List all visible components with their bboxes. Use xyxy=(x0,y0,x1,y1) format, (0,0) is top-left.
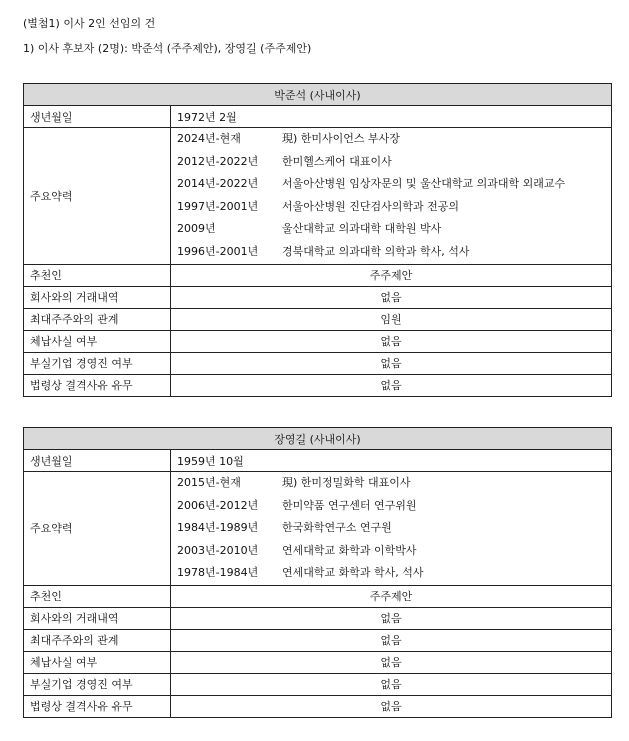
career-desc: 서울아산병원 진단검사의학과 전공의 xyxy=(282,199,460,213)
candidate-2-transactions: 없음 xyxy=(171,607,612,629)
candidate-1-tax: 없음 xyxy=(171,330,612,352)
career-period: 1997년-2001년 xyxy=(177,199,259,213)
career-period: 2014년-2022년 xyxy=(177,177,259,191)
career-period: 1984년-1989년 xyxy=(177,521,259,535)
candidate-2-recommender: 주주제안 xyxy=(171,585,612,607)
career-period: 2003년-2010년 xyxy=(177,543,259,557)
disqualification-label: 법령상 결격사유 유무 xyxy=(24,374,171,396)
career-desc: 한미약품 연구센터 연구위원 xyxy=(282,498,417,512)
candidate-1-relation: 임원 xyxy=(171,308,612,330)
candidate-2-relation: 없음 xyxy=(171,629,612,651)
career-entry xyxy=(171,517,611,540)
career-label: 주요약력 xyxy=(24,472,171,586)
candidate-2-table xyxy=(23,427,612,718)
relation-label: 최대주주와의 관계 xyxy=(24,308,171,330)
career-desc: 울산대학교 의과대학 대학원 박사 xyxy=(282,222,442,236)
recommender-label: 추천인 xyxy=(24,585,171,607)
candidate-1-transactions: 없음 xyxy=(171,286,612,308)
birth-label: 생년월일 xyxy=(24,450,171,472)
career-entry xyxy=(171,472,611,495)
career-entry xyxy=(171,241,611,264)
attachment-title: (별첨1) 이사 2인 선임의 건 xyxy=(23,17,156,30)
career-period: 2006년-2012년 xyxy=(177,498,259,512)
career-entry xyxy=(171,151,611,174)
candidate-1-disqualification: 없음 xyxy=(171,374,612,396)
career-desc: 한국화학연구소 연구원 xyxy=(282,521,392,535)
birth-label: 생년월일 xyxy=(24,106,171,128)
candidate-1-career xyxy=(171,128,612,265)
candidate-2-disqualification: 없음 xyxy=(171,695,612,717)
tax-label: 체납사실 여부 xyxy=(24,330,171,352)
candidate-1-header: 박준석 (사내이사) xyxy=(24,84,612,106)
candidate-2-birth: 1959년 10월 xyxy=(171,450,612,472)
career-entry xyxy=(171,196,611,219)
career-period: 2024년-현재 xyxy=(177,132,241,145)
insolvent-label: 부실기업 경영진 여부 xyxy=(24,352,171,374)
career-label: 주요약력 xyxy=(24,128,171,265)
career-entry xyxy=(171,540,611,563)
career-entry xyxy=(171,218,611,241)
recommender-label: 추천인 xyxy=(24,264,171,286)
career-period: 2012년-2022년 xyxy=(177,154,259,168)
career-period: 1996년-2001년 xyxy=(177,244,259,258)
candidate-2-insolvent: 없음 xyxy=(171,673,612,695)
career-desc: 한미헬스케어 대표이사 xyxy=(282,154,392,168)
career-desc: 연세대학교 화학과 학사, 석사 xyxy=(282,566,424,580)
candidate-1-birth: 1972년 2월 xyxy=(171,106,612,128)
candidate-1-recommender: 주주제안 xyxy=(171,264,612,286)
candidates-intro: 1) 이사 후보자 (2명): 박준석 (주주제안), 장영길 (주주제안) xyxy=(23,42,312,55)
candidate-1-table xyxy=(23,83,612,397)
career-desc: 경북대학교 의과대학 의학과 학사, 석사 xyxy=(282,244,470,258)
disqualification-label: 법령상 결격사유 유무 xyxy=(24,695,171,717)
career-period: 2015년-현재 xyxy=(177,476,241,489)
career-desc: 서울아산병원 임상자문의 및 울산대학교 의과대학 외래교수 xyxy=(282,177,566,191)
career-desc: 現) 한미정밀화학 대표이사 xyxy=(282,476,411,489)
career-period: 2009년 xyxy=(177,222,216,236)
tax-label: 체납사실 여부 xyxy=(24,651,171,673)
insolvent-label: 부실기업 경영진 여부 xyxy=(24,673,171,695)
career-entry xyxy=(171,562,611,585)
career-entry xyxy=(171,173,611,196)
career-entry xyxy=(171,495,611,518)
transactions-label: 회사와의 거래내역 xyxy=(24,286,171,308)
career-period: 1978년-1984년 xyxy=(177,566,259,580)
transactions-label: 회사와의 거래내역 xyxy=(24,607,171,629)
candidate-1-insolvent: 없음 xyxy=(171,352,612,374)
career-desc: 現) 한미사이언스 부사장 xyxy=(282,132,400,145)
relation-label: 최대주주와의 관계 xyxy=(24,629,171,651)
candidate-2-header: 장영길 (사내이사) xyxy=(24,428,612,450)
career-desc: 연세대학교 화학과 이학박사 xyxy=(282,543,417,557)
career-entry xyxy=(171,128,611,151)
candidate-2-career xyxy=(171,472,612,586)
candidate-2-tax: 없음 xyxy=(171,651,612,673)
